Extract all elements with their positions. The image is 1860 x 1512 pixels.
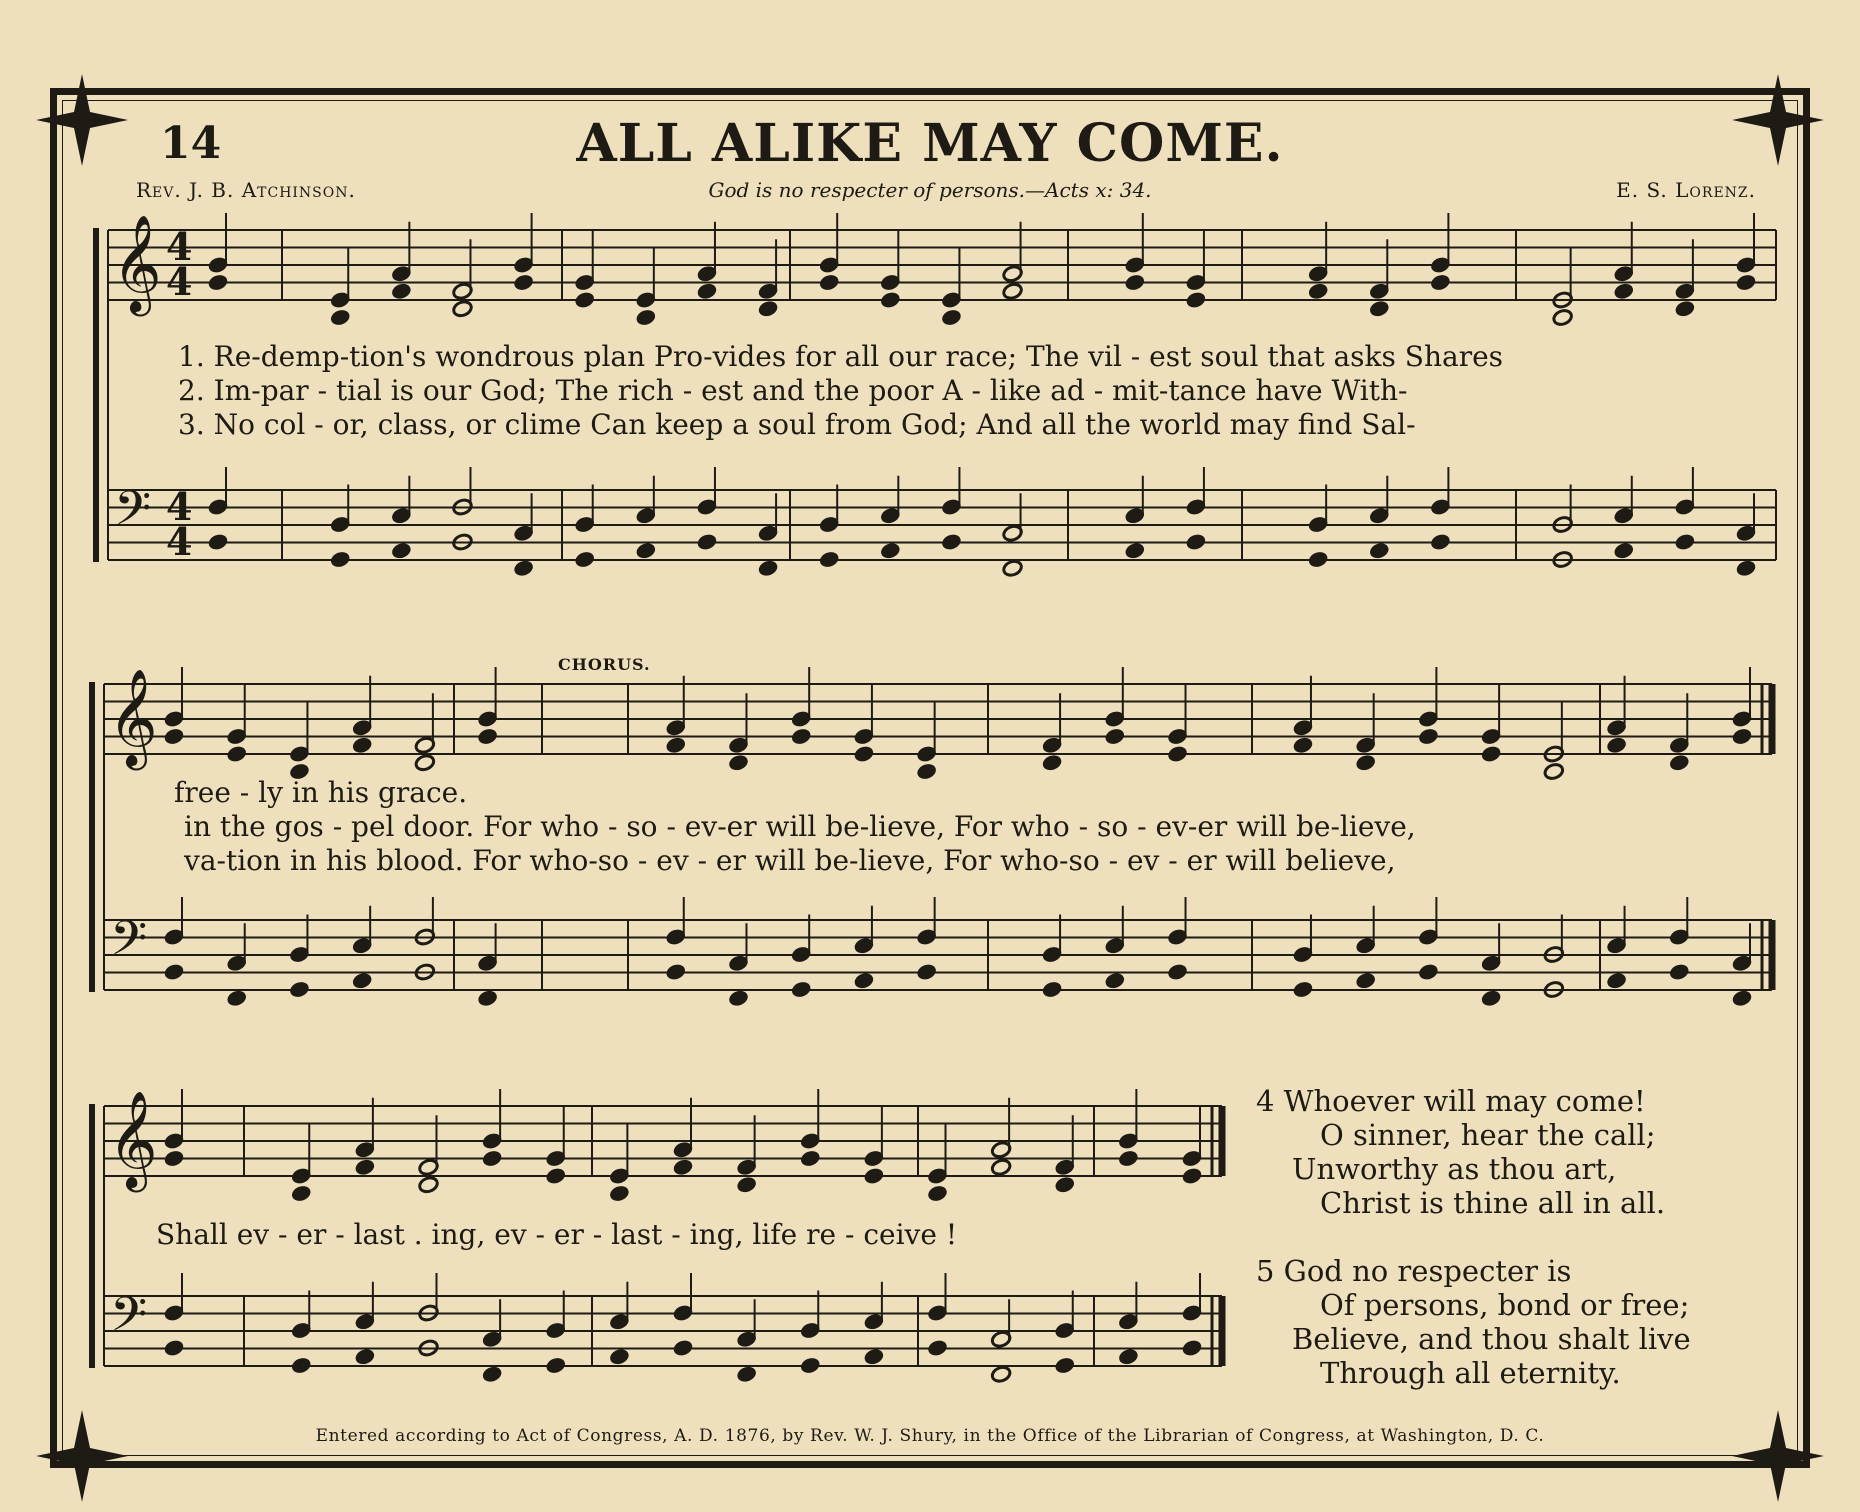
bass-note xyxy=(736,1365,757,1383)
bass-note xyxy=(513,559,534,577)
treble-note xyxy=(1307,282,1328,300)
treble-note xyxy=(1002,282,1023,300)
lyric-line-s2-v1: free - ly in his grace. xyxy=(174,776,468,809)
treble-note xyxy=(452,300,473,318)
treble-note xyxy=(927,1184,948,1202)
treble-note xyxy=(226,745,247,763)
treble-note xyxy=(1543,762,1564,780)
time-signature-treble: 4 xyxy=(166,259,193,304)
bass-note xyxy=(163,1339,184,1357)
treble-note xyxy=(1118,1149,1139,1167)
bass-note xyxy=(574,550,595,568)
bass-note xyxy=(941,533,962,551)
treble-note xyxy=(757,300,778,318)
bass-note xyxy=(481,1365,502,1383)
bass-note xyxy=(916,963,937,981)
stanza-5 xyxy=(1256,1254,1691,1390)
bass-note xyxy=(635,542,656,560)
bass-note xyxy=(391,542,412,560)
treble-note xyxy=(941,308,962,326)
bass-note xyxy=(1054,1356,1075,1374)
treble-note xyxy=(1181,1167,1202,1185)
treble-note xyxy=(354,1158,375,1176)
bass-note xyxy=(1292,980,1313,998)
system-1-treble-clef: 𝄞 xyxy=(112,214,162,312)
treble-note xyxy=(853,745,874,763)
bass-note xyxy=(1002,559,1023,577)
stanza-4 xyxy=(1256,1084,1665,1220)
treble-note xyxy=(728,754,749,772)
bass-note xyxy=(1181,1339,1202,1357)
treble-note xyxy=(1735,273,1756,291)
treble-note xyxy=(1355,754,1376,772)
bass-note xyxy=(1430,533,1451,551)
bass-note xyxy=(1167,963,1188,981)
bass-note xyxy=(665,963,686,981)
treble-note xyxy=(1124,273,1145,291)
chorus-label: CHORUS. xyxy=(558,655,651,674)
bass-note xyxy=(1674,533,1695,551)
bass-note xyxy=(291,1356,312,1374)
stanza-5-line-3: Believe, and thou shalt live xyxy=(1292,1322,1691,1356)
stanza-4-line-2: O sinner, hear the call; xyxy=(1320,1118,1656,1152)
treble-note xyxy=(513,273,534,291)
treble-note xyxy=(880,291,901,309)
treble-note xyxy=(863,1167,884,1185)
treble-note xyxy=(1430,273,1451,291)
treble-note xyxy=(351,736,372,754)
bass-note xyxy=(1613,542,1634,560)
treble-note xyxy=(1418,727,1439,745)
treble-note xyxy=(1669,754,1690,772)
bass-note xyxy=(1185,533,1206,551)
system-2-treble-clef: 𝄞 xyxy=(108,668,158,766)
treble-note xyxy=(163,1149,184,1167)
treble-note xyxy=(207,273,228,291)
treble-note xyxy=(163,727,184,745)
treble-note xyxy=(696,282,717,300)
system-3-bass-clef: 𝄢 xyxy=(110,1286,148,1354)
bass-note xyxy=(609,1348,630,1366)
bass-note xyxy=(1731,989,1752,1007)
system-3-treble-clef: 𝄞 xyxy=(108,1090,158,1188)
treble-note xyxy=(1613,282,1634,300)
bass-note xyxy=(477,989,498,1007)
bass-note xyxy=(863,1348,884,1366)
treble-note xyxy=(672,1158,693,1176)
page-number: 14 xyxy=(160,118,222,169)
treble-note xyxy=(1054,1176,1075,1194)
bass-note xyxy=(853,972,874,990)
bass-note xyxy=(354,1348,375,1366)
author-credit: Rev. J. B. Atchinson. xyxy=(136,178,356,202)
treble-note xyxy=(330,308,351,326)
bass-note xyxy=(927,1339,948,1357)
treble-note xyxy=(391,282,412,300)
bass-note xyxy=(1735,559,1756,577)
bass-note xyxy=(728,989,749,1007)
bass-note xyxy=(819,550,840,568)
lyric-line-s2-v3: va-tion in his blood. For who-so - ev - er will be-lieve, For who-so - ev - er will believe, xyxy=(184,844,1396,877)
bass-note xyxy=(1307,550,1328,568)
bass-note xyxy=(351,972,372,990)
treble-note xyxy=(990,1158,1011,1176)
bass-note xyxy=(545,1356,566,1374)
composer-credit: E. S. Lorenz. xyxy=(1616,178,1756,202)
bass-note xyxy=(1418,963,1439,981)
bass-note xyxy=(163,963,184,981)
treble-note xyxy=(819,273,840,291)
bass-note xyxy=(696,533,717,551)
bass-note xyxy=(226,989,247,1007)
treble-note xyxy=(477,727,498,745)
treble-note xyxy=(1185,291,1206,309)
stanza-4-line-4: Christ is thine all in all. xyxy=(1320,1186,1666,1220)
treble-note xyxy=(1041,754,1062,772)
bass-note xyxy=(1124,542,1145,560)
treble-note xyxy=(665,736,686,754)
treble-note xyxy=(545,1167,566,1185)
treble-note xyxy=(1167,745,1188,763)
stanza-4-line-1: 4 Whoever will may come! xyxy=(1256,1084,1646,1118)
lyric-line-s1-v2: 2. Im-par - tial is our God; The rich - est and the poor A - like ad - mit-tance have With- xyxy=(178,374,1408,407)
bass-note xyxy=(330,550,351,568)
treble-note xyxy=(736,1176,757,1194)
bass-note xyxy=(1480,989,1501,1007)
treble-note xyxy=(635,308,656,326)
stanza-5-line-2: Of persons, bond or free; xyxy=(1320,1288,1690,1322)
lyric-line-s1-v1: 1. Re-demp-tion's wondrous plan Pro-vides for all our race; The vil - est soul that asks Shares xyxy=(178,340,1504,373)
bass-note xyxy=(1369,542,1390,560)
treble-note xyxy=(1292,736,1313,754)
treble-note xyxy=(1606,736,1627,754)
treble-note xyxy=(1731,727,1752,745)
treble-note xyxy=(1369,300,1390,318)
treble-note xyxy=(291,1184,312,1202)
bass-note xyxy=(800,1356,821,1374)
stanza-4-line-3: Unworthy as thou art, xyxy=(1292,1152,1617,1186)
lyric-line-s2-v2: in the gos - pel door. For who - so - ev-er will be-lieve, For who - so - ev-er will be-lieve, xyxy=(184,810,1416,843)
bass-note xyxy=(207,533,228,551)
treble-note xyxy=(800,1149,821,1167)
bass-note xyxy=(880,542,901,560)
copyright-notice: Entered according to Act of Congress, A. D. 1876, by Rev. W. J. Shury, in the Office of the Librarian of Congress, at Washington, D. C. xyxy=(315,1426,1545,1446)
lyric-line-s1-v3: 3. No col - or, class, or clime Can keep a soul from God; And all the world may find Sal- xyxy=(178,408,1416,441)
bass-note xyxy=(990,1365,1011,1383)
time-signature-treble: 4 xyxy=(166,224,193,269)
treble-note xyxy=(609,1184,630,1202)
bass-note xyxy=(672,1339,693,1357)
treble-note xyxy=(481,1149,502,1167)
treble-note xyxy=(791,727,812,745)
bass-note xyxy=(791,980,812,998)
bass-note xyxy=(1118,1348,1139,1366)
treble-note xyxy=(574,291,595,309)
treble-note xyxy=(1480,745,1501,763)
bass-note xyxy=(1669,963,1690,981)
bass-note xyxy=(1355,972,1376,990)
stanza-5-line-4: Through all eternity. xyxy=(1320,1356,1621,1390)
system-1-bass-clef: 𝄢 xyxy=(114,480,152,548)
time-signature-bass: 4 xyxy=(166,484,193,529)
epigraph: God is no respecter of persons.—Acts x: 34. xyxy=(708,178,1152,202)
treble-note xyxy=(418,1176,439,1194)
lyric-line-s3: Shall ev - er - last . ing, ev - er - last - ing, life re - ceive ! xyxy=(156,1218,958,1251)
bass-note xyxy=(757,559,778,577)
treble-note xyxy=(1674,300,1695,318)
time-signature-bass: 4 xyxy=(166,519,193,564)
bass-note xyxy=(1606,972,1627,990)
bass-note xyxy=(1041,980,1062,998)
system-2-bass-clef: 𝄢 xyxy=(110,910,148,978)
treble-note xyxy=(1104,727,1125,745)
stanza-5-line-1: 5 God no respecter is xyxy=(1256,1254,1572,1288)
treble-note xyxy=(1552,308,1573,326)
bass-note xyxy=(1104,972,1125,990)
treble-note xyxy=(916,762,937,780)
bass-note xyxy=(289,980,310,998)
treble-note xyxy=(414,754,435,772)
hymn-title: ALL ALIKE MAY COME. xyxy=(576,113,1284,174)
